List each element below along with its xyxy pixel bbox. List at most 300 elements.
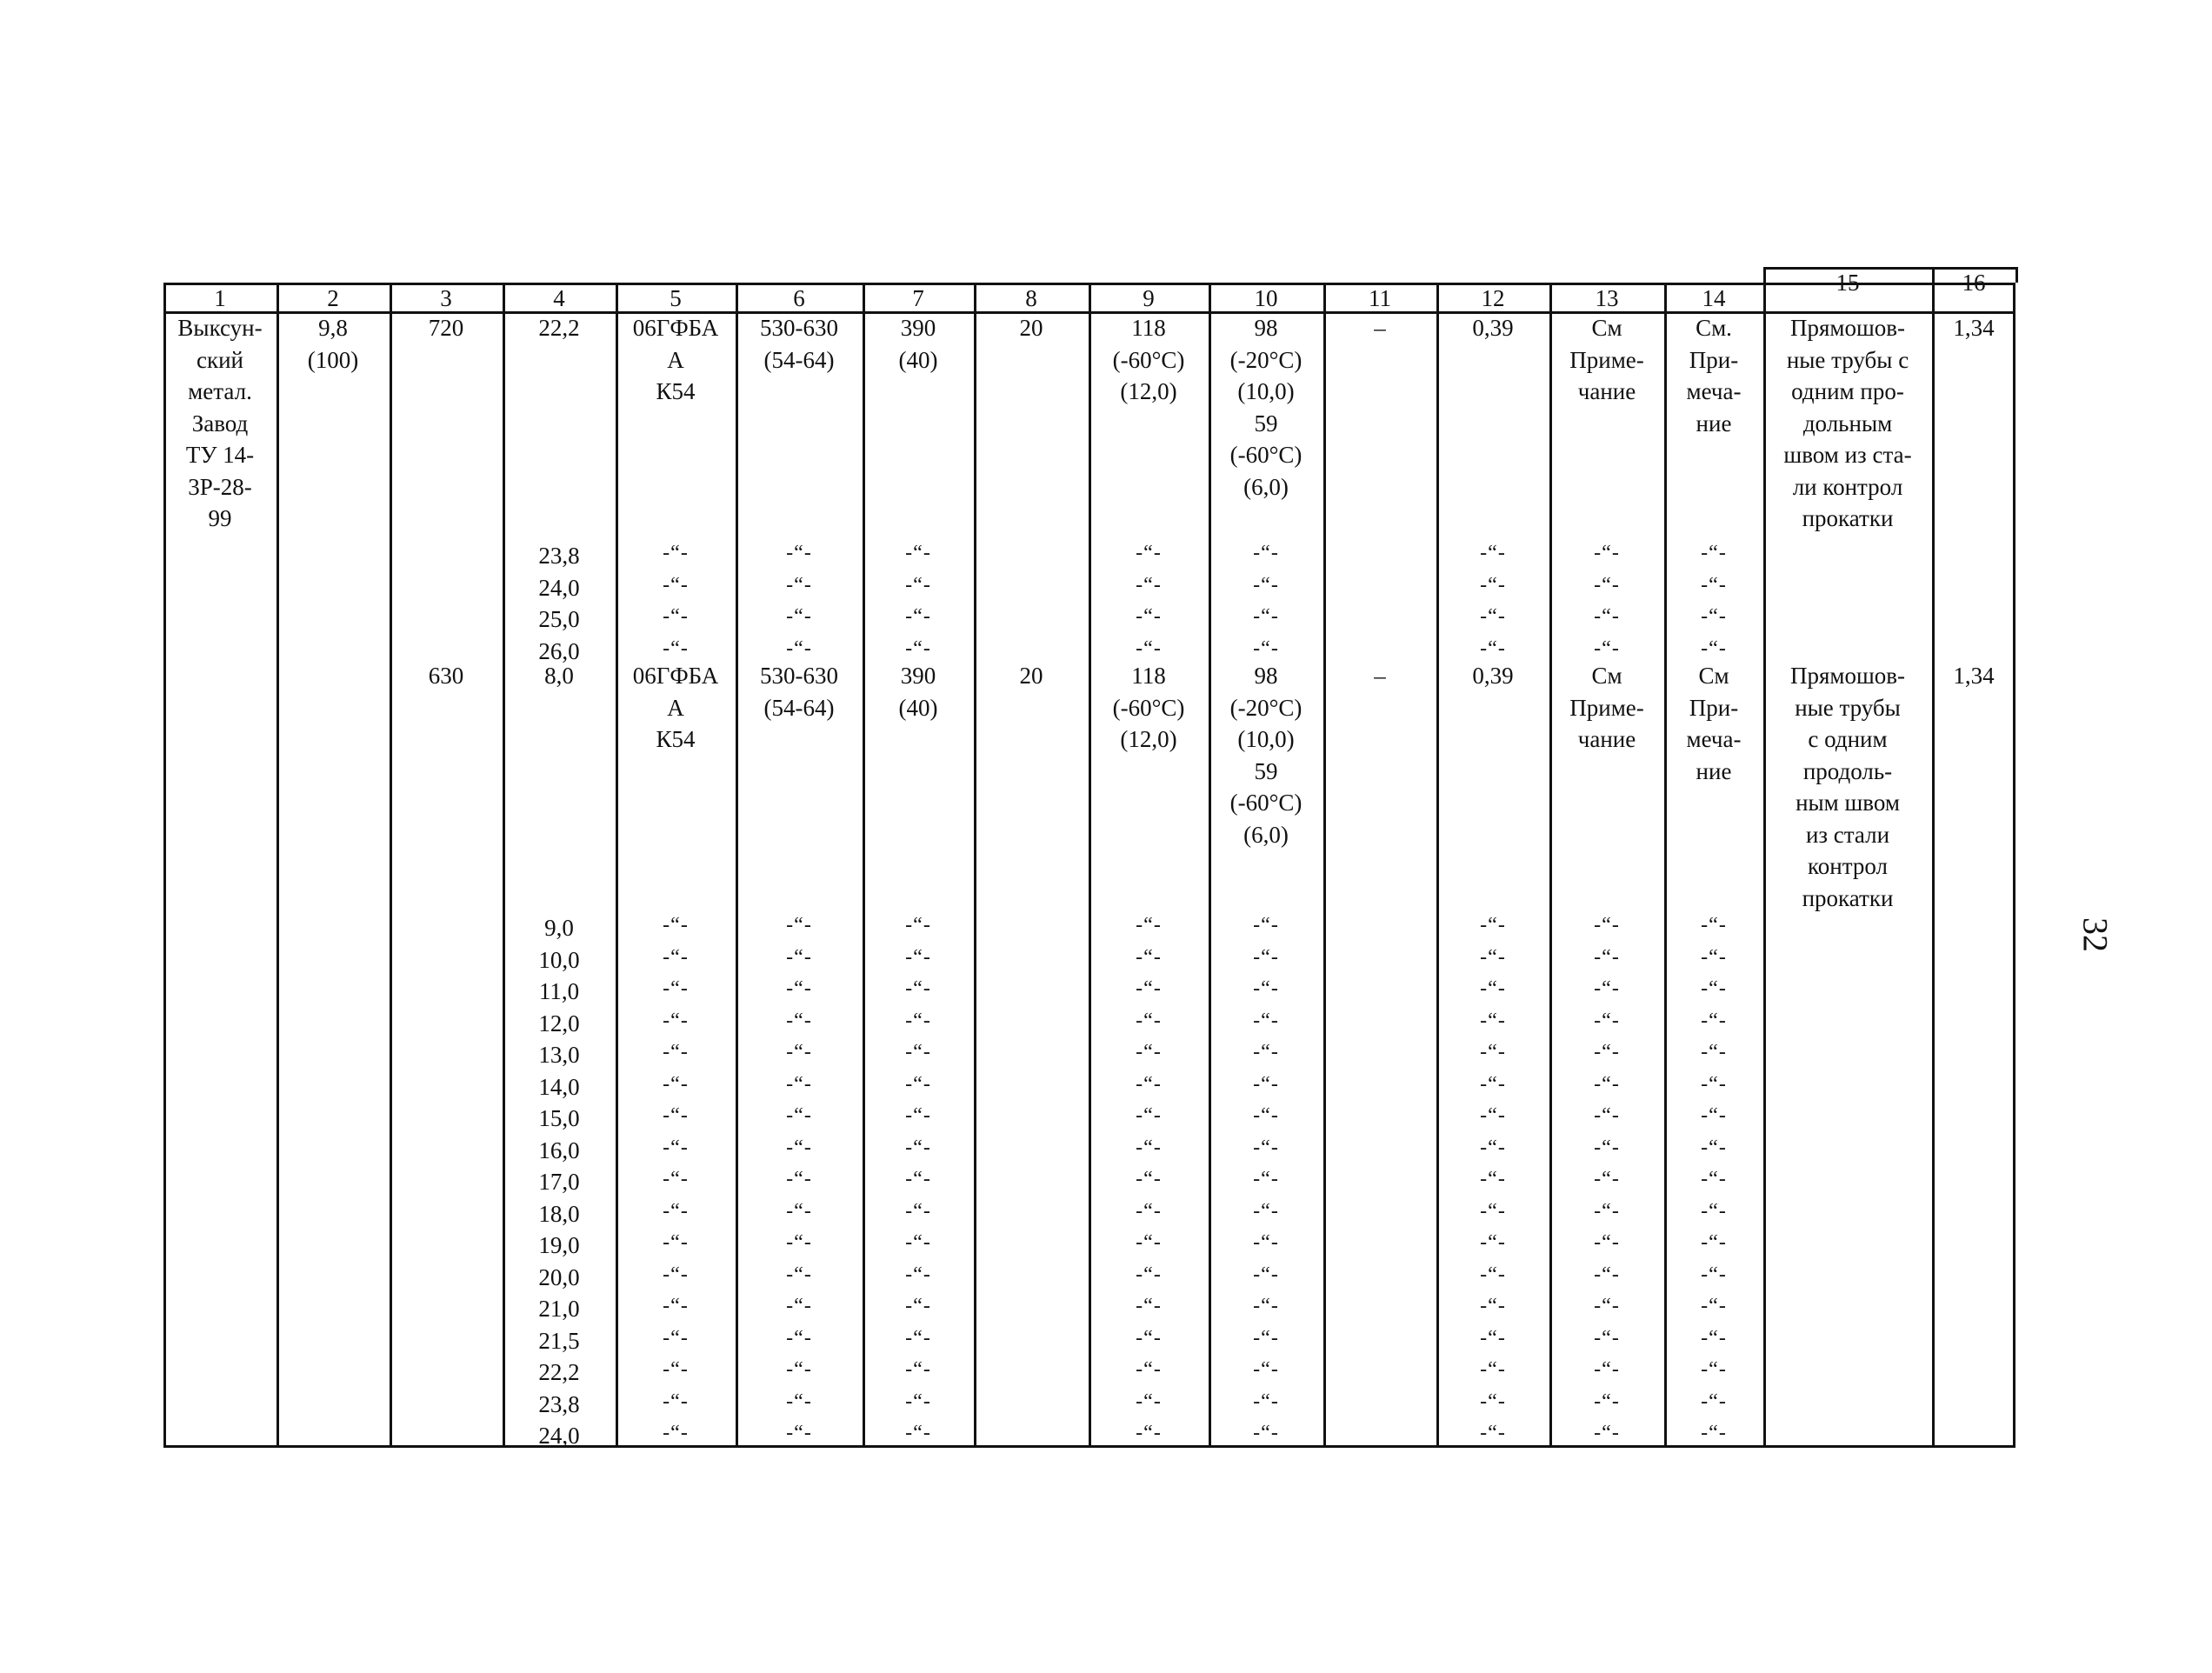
wall-thickness: 24,0 — [538, 574, 580, 601]
ditto-mark: -“- — [1701, 1390, 1727, 1413]
cell-text: А — [667, 694, 684, 721]
ditto-mark: -“- — [786, 1168, 812, 1190]
column-divider — [736, 283, 738, 1448]
cell-text: При- — [1689, 346, 1739, 373]
cell-text: одним про- — [1791, 378, 1904, 404]
cell-text: (12,0) — [1120, 378, 1177, 404]
cell-text: из стали — [1805, 821, 1890, 848]
ditto-mark: -“- — [1136, 914, 1162, 936]
ditto-mark: -“- — [663, 977, 689, 1000]
wall-thickness: 25,0 — [538, 606, 580, 632]
cell-text: ным швом — [1796, 790, 1900, 816]
ditto-mark: -“- — [1594, 1072, 1620, 1096]
ditto-mark: -“- — [1253, 1358, 1279, 1381]
ditto-mark: -“- — [1480, 1168, 1506, 1190]
ditto-mark: -“- — [1253, 1199, 1279, 1223]
ditto-mark: -“- — [1480, 637, 1506, 660]
column-divider — [1549, 283, 1552, 1448]
ditto-mark: -“- — [905, 977, 931, 1000]
ditto-mark: -“- — [1136, 1104, 1162, 1127]
cell-text: 530-630 — [760, 663, 838, 689]
column-divider — [1089, 283, 1091, 1448]
cell-text: ние — [1696, 757, 1732, 784]
ditto-mark: -“- — [663, 637, 689, 660]
ditto-mark: -“- — [1480, 1104, 1506, 1127]
ditto-mark: -“- — [786, 1326, 812, 1350]
ditto-mark: -“- — [663, 1104, 689, 1127]
ditto-mark: -“- — [1136, 542, 1162, 564]
ditto-mark: -“- — [1701, 977, 1727, 1000]
wall-thickness: 14,0 — [538, 1073, 580, 1100]
wall-thickness: 22,2 — [538, 1359, 580, 1385]
column-divider — [276, 283, 279, 1448]
cell-text: 9,8 — [318, 315, 348, 341]
ditto-mark: -“- — [663, 1168, 689, 1190]
column-header: 16 — [1962, 270, 1986, 296]
cell-text: К54 — [656, 378, 696, 404]
ditto-mark: -“- — [1701, 1422, 1727, 1444]
cell-text: (40) — [898, 346, 938, 373]
wall-thickness: 18,0 — [538, 1200, 580, 1227]
ditto-mark: -“- — [905, 1295, 931, 1317]
column-header: 3 — [440, 285, 452, 311]
cell-text: (54-64) — [763, 694, 835, 721]
ditto-mark: -“- — [1136, 1422, 1162, 1444]
cell-text: 390 — [900, 315, 936, 341]
ditto-mark: -“- — [1701, 637, 1727, 660]
ditto-mark: -“- — [786, 1390, 812, 1413]
ditto-mark: -“- — [786, 542, 812, 564]
cell-text: швом из ста- — [1783, 442, 1912, 468]
ditto-mark: -“- — [1594, 945, 1620, 969]
column-divider — [1209, 283, 1211, 1448]
cell-text: (6,0) — [1243, 821, 1289, 848]
ditto-mark: -“- — [1594, 542, 1620, 564]
cell-text: меча- — [1686, 726, 1742, 752]
column-divider — [1323, 283, 1326, 1448]
ditto-mark: -“- — [1594, 1263, 1620, 1286]
ditto-mark: -“- — [1136, 1136, 1162, 1159]
cell-text: 118 — [1131, 315, 1166, 341]
ditto-mark: -“- — [1480, 1390, 1506, 1413]
ditto-mark: -“- — [1701, 605, 1727, 628]
ditto-mark: -“- — [1136, 1041, 1162, 1063]
cell-text: 59 — [1254, 757, 1278, 784]
ditto-mark: -“- — [1253, 1072, 1279, 1096]
ditto-mark: -“- — [1253, 1263, 1279, 1286]
column-header: 4 — [553, 285, 565, 311]
ditto-mark: -“- — [1594, 1358, 1620, 1381]
ditto-mark: -“- — [1136, 1326, 1162, 1350]
column-header: 12 — [1481, 285, 1505, 311]
cell-text: чание — [1577, 726, 1636, 752]
ditto-mark: -“- — [1253, 573, 1279, 597]
cell-text: (-60°С) — [1229, 790, 1303, 816]
cell-text: 0,39 — [1472, 663, 1514, 689]
ditto-mark: -“- — [1701, 542, 1727, 564]
cell-text: 98 — [1254, 315, 1278, 341]
ditto-mark: -“- — [1701, 1295, 1727, 1317]
ditto-mark: -“- — [905, 1231, 931, 1254]
ditto-mark: -“- — [786, 1072, 812, 1096]
ditto-mark: -“- — [1136, 1358, 1162, 1381]
cell-text: 390 — [900, 663, 936, 689]
ditto-mark: -“- — [1701, 1358, 1727, 1381]
ditto-mark: -“- — [1136, 977, 1162, 1000]
ditto-mark: -“- — [1136, 1009, 1162, 1032]
ditto-mark: -“- — [1253, 542, 1279, 564]
ditto-mark: -“- — [1136, 1295, 1162, 1317]
ditto-mark: -“- — [1480, 977, 1506, 1000]
ditto-mark: -“- — [1594, 1390, 1620, 1413]
ditto-mark: -“- — [1594, 1168, 1620, 1190]
ditto-mark: -“- — [1253, 1041, 1279, 1063]
ditto-mark: -“- — [905, 1009, 931, 1032]
header-edge — [2015, 267, 2018, 283]
cell-text: 1,34 — [1953, 315, 1995, 341]
cell-text: 630 — [428, 663, 464, 689]
ditto-mark: -“- — [1594, 1326, 1620, 1350]
column-divider — [503, 283, 505, 1448]
ditto-mark: -“- — [786, 1199, 812, 1223]
wall-thickness: 21,5 — [538, 1327, 580, 1354]
cell-text: 720 — [428, 315, 464, 341]
ditto-mark: -“- — [1253, 1390, 1279, 1413]
column-divider — [1664, 283, 1667, 1448]
ditto-mark: -“- — [663, 1072, 689, 1096]
ditto-mark: -“- — [1253, 637, 1279, 660]
cell-text: Завод — [191, 410, 249, 437]
cell-text: (-20°С) — [1229, 346, 1303, 373]
ditto-mark: -“- — [663, 1136, 689, 1159]
wall-thickness: 23,8 — [538, 1390, 580, 1417]
ditto-mark: -“- — [786, 977, 812, 1000]
cell-text: продоль- — [1802, 757, 1893, 784]
ditto-mark: -“- — [1253, 977, 1279, 1000]
ditto-mark: -“- — [786, 1263, 812, 1286]
ditto-mark: -“- — [663, 1390, 689, 1413]
cell-text: (6,0) — [1243, 473, 1289, 500]
ditto-mark: -“- — [1701, 573, 1727, 597]
ditto-mark: -“- — [663, 1358, 689, 1381]
cell-text: ли контрол — [1792, 473, 1903, 500]
ditto-mark: -“- — [905, 1390, 931, 1413]
cell-text: (10,0) — [1237, 726, 1295, 752]
ditto-mark: -“- — [905, 1136, 931, 1159]
cell-text: ский — [197, 346, 243, 373]
ditto-mark: -“- — [1480, 1358, 1506, 1381]
ditto-mark: -“- — [1480, 1326, 1506, 1350]
cell-text: 22,2 — [538, 315, 580, 341]
wall-thickness: 20,0 — [538, 1263, 580, 1290]
ditto-mark: -“- — [663, 1231, 689, 1254]
column-divider — [974, 283, 976, 1448]
cell-text: См. — [1696, 315, 1732, 341]
ditto-mark: -“- — [1136, 605, 1162, 628]
ditto-mark: -“- — [905, 637, 931, 660]
column-header: 7 — [912, 285, 924, 311]
cell-text: 20 — [1019, 315, 1043, 341]
ditto-mark: -“- — [1701, 1231, 1727, 1254]
ditto-mark: -“- — [905, 1199, 931, 1223]
cell-text: 1,34 — [1953, 663, 1995, 689]
column-divider — [1763, 267, 1766, 1448]
ditto-mark: -“- — [663, 542, 689, 564]
column-header: 11 — [1369, 285, 1391, 311]
cell-text: прокатки — [1802, 884, 1894, 911]
wall-thickness: 26,0 — [538, 637, 580, 664]
ditto-mark: -“- — [1480, 605, 1506, 628]
cell-text: К54 — [656, 726, 696, 752]
cell-text: (10,0) — [1237, 378, 1295, 404]
cell-text: 3Р-28- — [188, 473, 252, 500]
column-header: 1 — [214, 285, 226, 311]
ditto-mark: -“- — [1701, 1072, 1727, 1096]
ditto-mark: -“- — [1480, 1263, 1506, 1286]
ditto-mark: -“- — [1701, 945, 1727, 969]
cell-text: меча- — [1686, 378, 1742, 404]
ditto-mark: -“- — [663, 1199, 689, 1223]
ditto-mark: -“- — [1594, 914, 1620, 936]
wall-thickness: 19,0 — [538, 1232, 580, 1258]
ditto-mark: -“- — [1594, 1422, 1620, 1444]
ditto-mark: -“- — [905, 1104, 931, 1127]
ditto-mark: -“- — [1136, 1390, 1162, 1413]
cell-text: 20 — [1019, 663, 1043, 689]
ditto-mark: -“- — [1701, 1168, 1727, 1190]
cell-text: контрол — [1808, 853, 1888, 879]
column-header: 6 — [793, 285, 805, 311]
ditto-mark: -“- — [1594, 1231, 1620, 1254]
ditto-mark: -“- — [1594, 1041, 1620, 1063]
column-header: 8 — [1025, 285, 1037, 311]
ditto-mark: -“- — [786, 1041, 812, 1063]
cell-text: (54-64) — [763, 346, 835, 373]
column-divider — [1436, 283, 1439, 1448]
ditto-mark: -“- — [1594, 1104, 1620, 1127]
ditto-mark: -“- — [1480, 1009, 1506, 1032]
ditto-mark: -“- — [1480, 542, 1506, 564]
cell-text: Выксун- — [177, 315, 263, 341]
ditto-mark: -“- — [1701, 1263, 1727, 1286]
wall-thickness: 10,0 — [538, 946, 580, 973]
ditto-mark: -“- — [663, 1295, 689, 1317]
ditto-mark: -“- — [786, 914, 812, 936]
ditto-mark: -“- — [1701, 1136, 1727, 1159]
column-header: 2 — [327, 285, 339, 311]
ditto-mark: -“- — [663, 914, 689, 936]
ditto-mark: -“- — [1253, 914, 1279, 936]
cell-text: Приме- — [1569, 346, 1644, 373]
wall-thickness: 17,0 — [538, 1169, 580, 1195]
ditto-mark: -“- — [786, 605, 812, 628]
column-header: 9 — [1143, 285, 1155, 311]
cell-text: метал. — [188, 378, 252, 404]
ditto-mark: -“- — [786, 1009, 812, 1032]
ditto-mark: -“- — [1136, 1199, 1162, 1223]
ditto-mark: -“- — [1594, 1295, 1620, 1317]
ditto-mark: -“- — [1480, 1041, 1506, 1063]
ditto-mark: -“- — [1480, 914, 1506, 936]
ditto-mark: -“- — [905, 945, 931, 969]
cell-text: (100) — [307, 346, 359, 373]
wall-thickness: 12,0 — [538, 1010, 580, 1036]
wall-thickness: 21,0 — [538, 1296, 580, 1322]
cell-text: ние — [1696, 410, 1732, 437]
ditto-mark: -“- — [663, 573, 689, 597]
cell-text: Прямошов- — [1789, 663, 1906, 689]
ditto-mark: -“- — [1253, 1168, 1279, 1190]
ditto-mark: -“- — [1480, 1422, 1506, 1444]
ditto-mark: -“- — [1480, 1199, 1506, 1223]
ditto-mark: -“- — [1701, 1009, 1727, 1032]
ditto-mark: -“- — [905, 1422, 931, 1444]
column-divider — [863, 283, 865, 1448]
ditto-mark: -“- — [663, 1041, 689, 1063]
ditto-mark: -“- — [1136, 1168, 1162, 1190]
ditto-mark: -“- — [1253, 1009, 1279, 1032]
wall-thickness: 13,0 — [538, 1042, 580, 1068]
ditto-mark: -“- — [786, 1422, 812, 1444]
wall-thickness: 16,0 — [538, 1136, 580, 1163]
cell-text: 99 — [208, 505, 232, 531]
ditto-mark: -“- — [905, 573, 931, 597]
ditto-mark: -“- — [786, 1231, 812, 1254]
ditto-mark: -“- — [905, 1041, 931, 1063]
cell-text: См — [1591, 663, 1622, 689]
ditto-mark: -“- — [1594, 1199, 1620, 1223]
ditto-mark: -“- — [1253, 605, 1279, 628]
cell-text: 06ГФБА — [632, 315, 719, 341]
ditto-mark: -“- — [1480, 1072, 1506, 1096]
cell-text: – — [1374, 663, 1386, 689]
ditto-mark: -“- — [1136, 945, 1162, 969]
cell-text: 59 — [1254, 410, 1278, 437]
ditto-mark: -“- — [663, 1422, 689, 1444]
ditto-mark: -“- — [905, 1263, 931, 1286]
ditto-mark: -“- — [1136, 1263, 1162, 1286]
ditto-mark: -“- — [1480, 1231, 1506, 1254]
ditto-mark: -“- — [663, 1326, 689, 1350]
ditto-mark: -“- — [1253, 1326, 1279, 1350]
cell-text: прокатки — [1802, 505, 1894, 531]
cell-text: ТУ 14- — [185, 442, 255, 468]
cell-text: См — [1591, 315, 1622, 341]
ditto-mark: -“- — [663, 605, 689, 628]
ditto-mark: -“- — [1136, 637, 1162, 660]
ditto-mark: -“- — [1701, 1199, 1727, 1223]
column-header: 10 — [1254, 285, 1278, 311]
ditto-mark: -“- — [663, 945, 689, 969]
ditto-mark: -“- — [1594, 977, 1620, 1000]
cell-text: – — [1374, 315, 1386, 341]
column-divider — [616, 283, 618, 1448]
ditto-mark: -“- — [1253, 1136, 1279, 1159]
wall-thickness: 15,0 — [538, 1105, 580, 1131]
wall-thickness: 9,0 — [544, 915, 574, 941]
column-header: 14 — [1702, 285, 1726, 311]
cell-text: (-60°С) — [1112, 346, 1185, 373]
ditto-mark: -“- — [1253, 945, 1279, 969]
ditto-mark: -“- — [786, 637, 812, 660]
cell-text: (-60°С) — [1112, 694, 1185, 721]
ditto-mark: -“- — [786, 573, 812, 597]
ditto-mark: -“- — [1594, 573, 1620, 597]
ditto-mark: -“- — [1253, 1104, 1279, 1127]
ditto-mark: -“- — [1480, 1295, 1506, 1317]
cell-text: При- — [1689, 694, 1739, 721]
ditto-mark: -“- — [1136, 1231, 1162, 1254]
cell-text: Прямошов- — [1789, 315, 1906, 341]
cell-text: 98 — [1254, 663, 1278, 689]
cell-text: Приме- — [1569, 694, 1644, 721]
ditto-mark: -“- — [905, 1326, 931, 1350]
ditto-mark: -“- — [905, 1072, 931, 1096]
cell-text: 118 — [1131, 663, 1166, 689]
ditto-mark: -“- — [1701, 1104, 1727, 1127]
ditto-mark: -“- — [1253, 1422, 1279, 1444]
ditto-mark: -“- — [786, 1136, 812, 1159]
cell-text: (40) — [898, 694, 938, 721]
cell-text: (-60°С) — [1229, 442, 1303, 468]
cell-text: А — [667, 346, 684, 373]
ditto-mark: -“- — [905, 605, 931, 628]
ditto-mark: -“- — [786, 1104, 812, 1127]
cell-text: 0,39 — [1472, 315, 1514, 341]
ditto-mark: -“- — [1480, 573, 1506, 597]
ditto-mark: -“- — [1136, 1072, 1162, 1096]
cell-text: (12,0) — [1120, 726, 1177, 752]
wall-thickness: 24,0 — [538, 1423, 580, 1449]
ditto-mark: -“- — [1701, 1041, 1727, 1063]
ditto-mark: -“- — [1136, 573, 1162, 597]
column-divider — [390, 283, 392, 1448]
column-header: 15 — [1836, 270, 1860, 296]
ditto-mark: -“- — [1480, 945, 1506, 969]
ditto-mark: -“- — [1594, 1009, 1620, 1032]
column-header: 13 — [1595, 285, 1619, 311]
cell-text: 8,0 — [544, 663, 574, 689]
ditto-mark: -“- — [905, 914, 931, 936]
ditto-mark: -“- — [1253, 1295, 1279, 1317]
cell-text: 06ГФБА — [632, 663, 719, 689]
ditto-mark: -“- — [905, 1168, 931, 1190]
column-divider — [1932, 267, 1935, 1448]
ditto-mark: -“- — [663, 1009, 689, 1032]
cell-text: ные трубы с — [1786, 346, 1909, 373]
ditto-mark: -“- — [905, 542, 931, 564]
wall-thickness: 23,8 — [538, 543, 580, 569]
cell-text: 530-630 — [760, 315, 838, 341]
ditto-mark: -“- — [1594, 637, 1620, 660]
ditto-mark: -“- — [786, 1295, 812, 1317]
page-number: 32 — [2075, 917, 2115, 952]
ditto-mark: -“- — [1594, 1136, 1620, 1159]
ditto-mark: -“- — [1701, 914, 1727, 936]
ditto-mark: -“- — [1701, 1326, 1727, 1350]
wall-thickness: 11,0 — [538, 978, 580, 1004]
ditto-mark: -“- — [663, 1263, 689, 1286]
cell-text: с одним — [1808, 726, 1888, 752]
ditto-mark: -“- — [1480, 1136, 1506, 1159]
ditto-mark: -“- — [786, 1358, 812, 1381]
cell-text: дольным — [1802, 410, 1893, 437]
ditto-mark: -“- — [1253, 1231, 1279, 1254]
ditto-mark: -“- — [905, 1358, 931, 1381]
cell-text: См — [1698, 663, 1729, 689]
cell-text: ные трубы — [1795, 694, 1901, 721]
cell-text: (-20°С) — [1229, 694, 1303, 721]
